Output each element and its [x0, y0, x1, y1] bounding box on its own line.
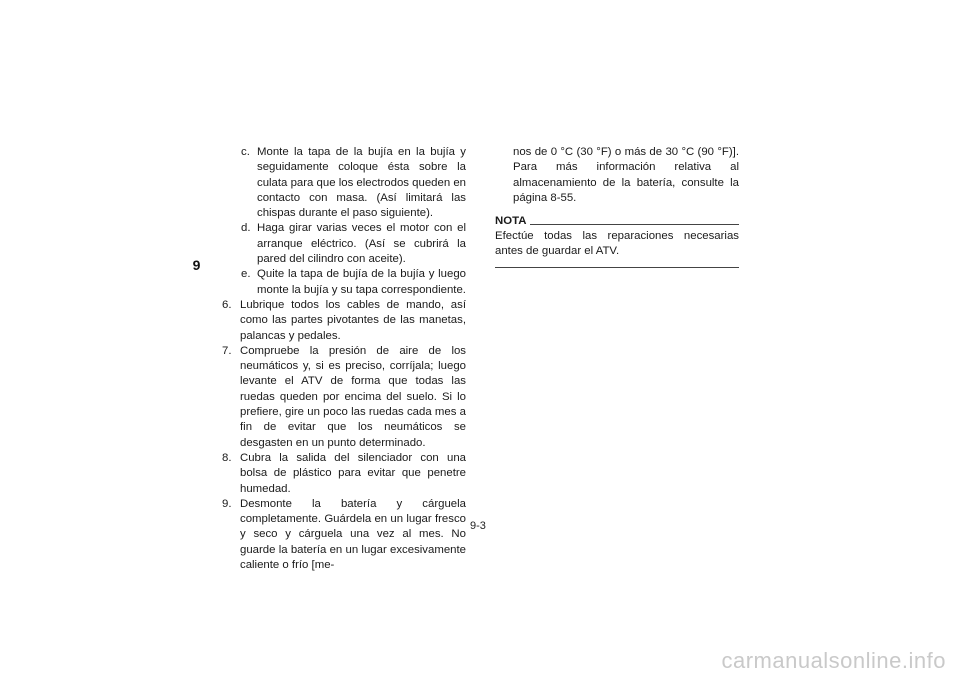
substep-e — [222, 267, 466, 298]
substep-c — [222, 145, 466, 221]
note-text: Efectúe todas las reparaciones necesarias antes de guardar el ATV. — [495, 230, 739, 258]
step-7 — [222, 344, 466, 451]
left-column — [222, 145, 466, 573]
note-rule — [530, 224, 739, 225]
page-number: 9-3 — [470, 520, 486, 532]
chapter-tab: 9 — [186, 248, 207, 282]
step-text: Compruebe la presión de aire de los neumáticos y, si es preciso, corríjala; luego levante el ATV de forma que todas las ruedas queden por encima del suelo. Si lo prefiere, gire un poco las ruedas cada mes a fin de evitar que los neumáticos se desgasten en un punto determinado. — [240, 344, 466, 449]
step-marker: 9. — [222, 497, 232, 510]
step-text: Desmonte la batería y cárguela completamente. Guárdela en un lugar fresco y seco y cárguela una vez al mes. No guarde la batería en un lugar excesivamente caliente o frío [me- — [240, 497, 466, 572]
watermark: carmanualsonline.info — [721, 648, 946, 673]
step-marker: 7. — [222, 344, 232, 357]
substep-text: Haga girar varias veces el motor con el arranque eléctrico. (Así se cubrirá la pared del cilindro con aceite). — [257, 222, 466, 266]
substep-text: Monte la tapa de la bujía en la bujía y seguidamente coloque ésta sobre la culata para que los electrodos queden en contacto con masa. (Así limitará las chispas durante el paso siguiente). — [257, 146, 466, 220]
note-header — [495, 214, 739, 228]
step-8 — [222, 451, 466, 497]
step-6 — [222, 298, 466, 344]
step-marker: 6. — [222, 298, 232, 311]
substep-text: Quite la tapa de bujía de la bujía y luego monte la bujía y su tapa correspondiente. — [257, 268, 466, 296]
step-text: Lubrique todos los cables de mando, así como las partes pivotantes de las manetas, palancas y pedales. — [240, 298, 466, 342]
step-9-continuation: nos de 0 °C (30 °F) o más de 30 °C (90 °F)]. Para más información relativa al almacenamiento de la batería, consulte la página 8-55. — [513, 146, 739, 204]
note-label: NOTA — [495, 215, 527, 228]
substep-marker: e. — [241, 268, 251, 281]
substep-d — [222, 221, 466, 267]
substep-marker: d. — [241, 222, 251, 235]
right-column — [495, 145, 739, 268]
substep-marker: c. — [241, 146, 250, 158]
step-marker: 8. — [222, 451, 232, 464]
step-9 — [222, 497, 466, 573]
step-text: Cubra la salida del silenciador con una bolsa de plástico para evitar que penetre humedad. — [240, 451, 466, 495]
note-end-rule — [495, 267, 739, 268]
